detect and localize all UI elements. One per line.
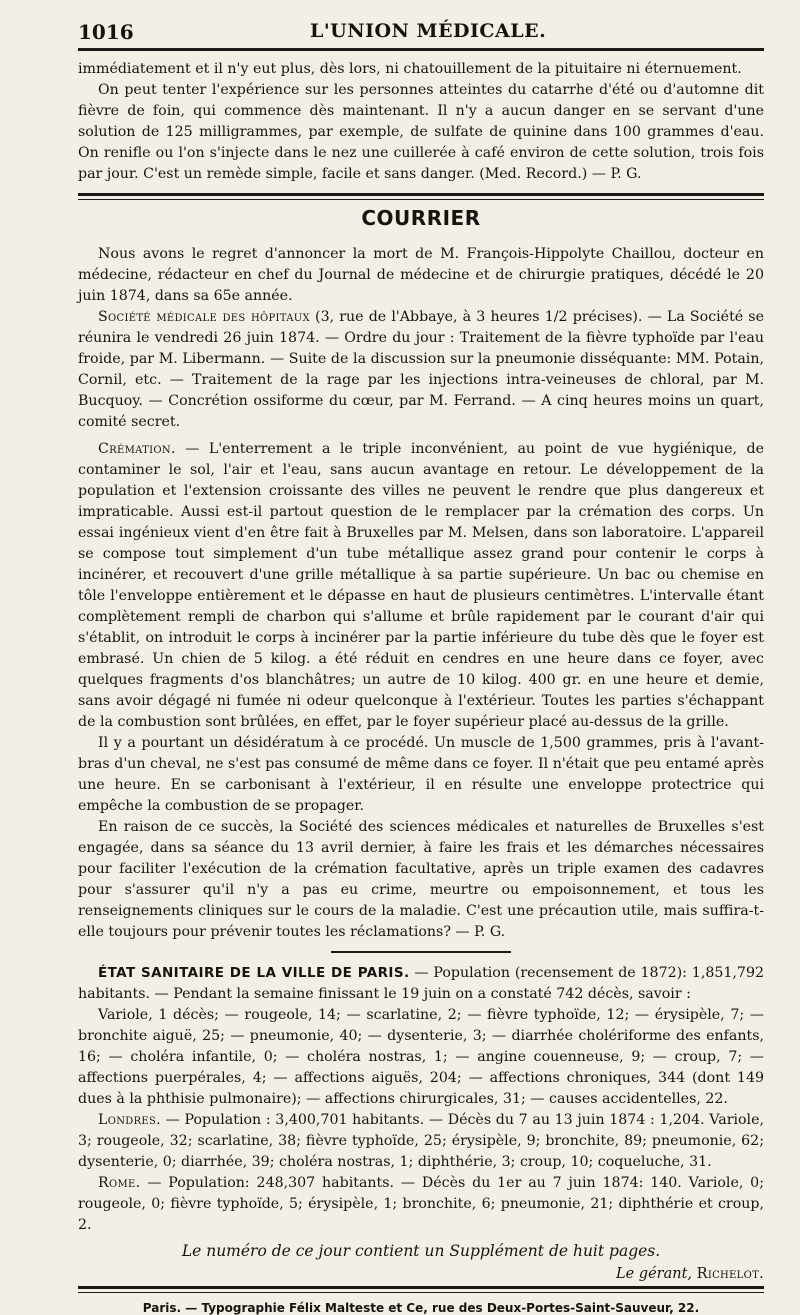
etat-sanitaire-title: ÉTAT SANITAIRE DE LA VILLE DE PARIS. bbox=[98, 965, 410, 981]
londres-text: — Population : 3,400,701 habitants. — Décès du 7 au 13 juin 1874 : 1,204. Variole, 3; rougeole, 32; scarlatine, 38; fièvre typhoïde, 25; érysipèle, 9; bronchite, 89; pneumonie, 62; dysenterie, 0; diarrhée, 39; choléra nostras, 1; diphthérie, 3; croup, 10; coqueluche, 31. bbox=[78, 1112, 764, 1170]
running-title: L'UNION MÉDICALE. bbox=[310, 20, 547, 42]
gerant-signature bbox=[78, 1266, 764, 1282]
courrier-societe bbox=[78, 307, 764, 433]
londres-lead: Londres. bbox=[98, 1112, 161, 1128]
rome-lead: Rome. bbox=[98, 1175, 141, 1191]
cremation-text: — L'enterrement a le triple inconvénient, au point de vue hygiénique, de contaminer le sol, l'air et l'eau, sans aucun avantage en retour. Le développement de la population et l'extension croissante des villes ne peuvent le rendre que plus dangereux et impraticable. Aussi est-il partout question de le remplacer par la crémation des corps. Un essai ingénieux vient d'en être fait à Bruxelles par M. Melsen, dans son laboratoire. L'appareil se compose tout simplement d'un tube métallique assez grand pour contenir le corps à incinérer, et recouvert d'une grille métallique à sa partie supérieure. Un bac ou chemise en tôle l'enveloppe entièrement et le dépasse en haut de plusieurs centimètres. L'intervalle étant complètement rempli de charbon qui s'allume et brûle rapidement par le courant d'air qui s'établit, on introduit le corps à incinérer par la partie inférieure du tube dès que le foyer est embrasé. Un chien de 5 kilog. a été réduit en cendres en une heure dans ce foyer, avec quelques fragments d'os blanchâtres; un autre de 10 kilog. 400 gr. en une heure et demie, sans avoir dégagé ni fumée ni odeur quelconque à l'extérieur. Toutes les parties s'échappant de la combustion sont brûlées, en effet, par le foyer supérieur placé au-dessus de la grille. bbox=[78, 441, 764, 730]
courrier-desideratum: Il y a pourtant un désidératum à ce procédé. Un muscle de 1,500 grammes, pris à l'avant-bras d'un cheval, ne s'est pas consumé de même dans ce foyer. Il n'était que peu entamé après une heure. En se carbonisant à l'extérieur, il en résulte une enveloppe protectrice qui empêche la combustion de se propager. bbox=[78, 735, 764, 814]
etat-sanitaire-intro-text: — Population (recensement de 1872): 1,851,792 habitants. — Pendant la semaine finissant le 19 juin on a constaté 742 décès, savoir : bbox=[78, 965, 764, 1002]
printer-imprint: Paris. — Typographie Félix Malteste et Ce, rue des Deux-Portes-Saint-Sauveur, 22. bbox=[142, 1301, 700, 1315]
courrier-bruxelles: En raison de ce succès, la Société des sciences médicales et naturelles de Bruxelles s'est engagée, dans sa séance du 13 avril dernier, à faire les frais et les démarches nécessaires pour faciliter l'exécution de la crémation facultative, après un triple examen des cadavres pour s'assurer qu'il n'y a pas eu crime, meurtre ou empoisonnement, et tous les renseignements cliniques sur le cours de la maladie. C'est une précaution utile, mais suffira-t-elle toujours pour prévenir toutes les réclamations? — P. G. bbox=[78, 819, 764, 940]
top-paragraph-continuation: immédiatement et il n'y eut plus, dès lors, ni chatouillement de la pituitaire ni éternuement. bbox=[78, 61, 742, 77]
etat-sanitaire-paris: Variole, 1 décès; — rougeole, 14; — scarlatine, 2; — fièvre typhoïde, 12; — érysipèle, 7; — bronchite aiguë, 25; — pneumonie, 40; — dysenterie, 3; — diarrhée cholériforme des enfants, 16; — choléra infantile, 0; — choléra nostras, 1; — angine couenneuse, 9; — croup, 7; — affections puerpérales, 4; — affections aiguës, 204; — affections chroniques, 344 (dont 149 dues à la phthisie pulmonaire); — affections chirurgicales, 31; — causes accidentelles, 22. bbox=[78, 1007, 764, 1107]
page-number: 1016 bbox=[78, 20, 134, 44]
etat-sanitaire-rome bbox=[78, 1173, 764, 1236]
section-divider bbox=[78, 193, 764, 200]
societe-text: (3, rue de l'Abbaye, à 3 heures 1/2 précises). — La Société se réunira le vendredi 26 juin 1874. — Ordre du jour : Traitement de la fièvre typhoïde par l'eau froide, par M. Libermann. — Suite de la discussion sur la pneumonie disséquante: MM. Potain, Cornil, etc. — Traitement de la rage par les injections intra-veineuses de chloral, par M. Bucquoy. — Concrétion ossiforme du cœur, par M. Ferrand. — A cinq heures moins un quart, comité secret. bbox=[78, 309, 764, 430]
etat-sanitaire-intro bbox=[78, 963, 764, 1005]
courrier-obituary: Nous avons le regret d'annoncer la mort de M. François-Hippolyte Chaillou, docteur en médecine, rédacteur en chef du Journal de médecine et de chirurgie pratiques, décédé le 20 juin 1874, dans sa 65e année. bbox=[78, 246, 764, 304]
signature-label: Le gérant, bbox=[615, 1266, 693, 1282]
etat-sanitaire-londres bbox=[78, 1110, 764, 1173]
signature-name: Richelot. bbox=[696, 1266, 764, 1282]
top-paragraph-quinine: On peut tenter l'expérience sur les personnes atteintes du catarrhe d'été ou d'automne dit fièvre de foin, qui commence dès maintenant. Il n'y a aucun danger en se servant d'une solution de 125 milligrammes, par exemple, de sulfate de quinine dans 100 grammes d'eau. On renifle ou l'on s'injecte dans le nez une cuillerée à café environ de cette solution, trois fois par jour. C'est un remède simple, facile et sans danger. (Med. Record.) — P. G. bbox=[78, 82, 764, 182]
rome-text: — Population: 248,307 habitants. — Décès du 1er au 7 juin 1874: 140. Variole, 0; rougeole, 0; fièvre typhoïde, 5; érysipèle, 1; bronchite, 6; pneumonie, 21; diphthérie et croup, 2. bbox=[78, 1175, 764, 1233]
short-divider bbox=[331, 951, 511, 953]
courrier-title: COURRIER bbox=[361, 206, 481, 230]
supplement-notice: Le numéro de ce jour contient un Supplément de huit pages. bbox=[181, 1242, 661, 1260]
footer-rule-thin bbox=[78, 1292, 764, 1293]
footer-rule-thick bbox=[78, 1286, 764, 1289]
societe-lead: Société médicale des hôpitaux bbox=[98, 309, 310, 325]
courrier-cremation bbox=[78, 439, 764, 733]
page-header bbox=[78, 14, 764, 48]
cremation-lead: Crémation. bbox=[98, 441, 176, 457]
